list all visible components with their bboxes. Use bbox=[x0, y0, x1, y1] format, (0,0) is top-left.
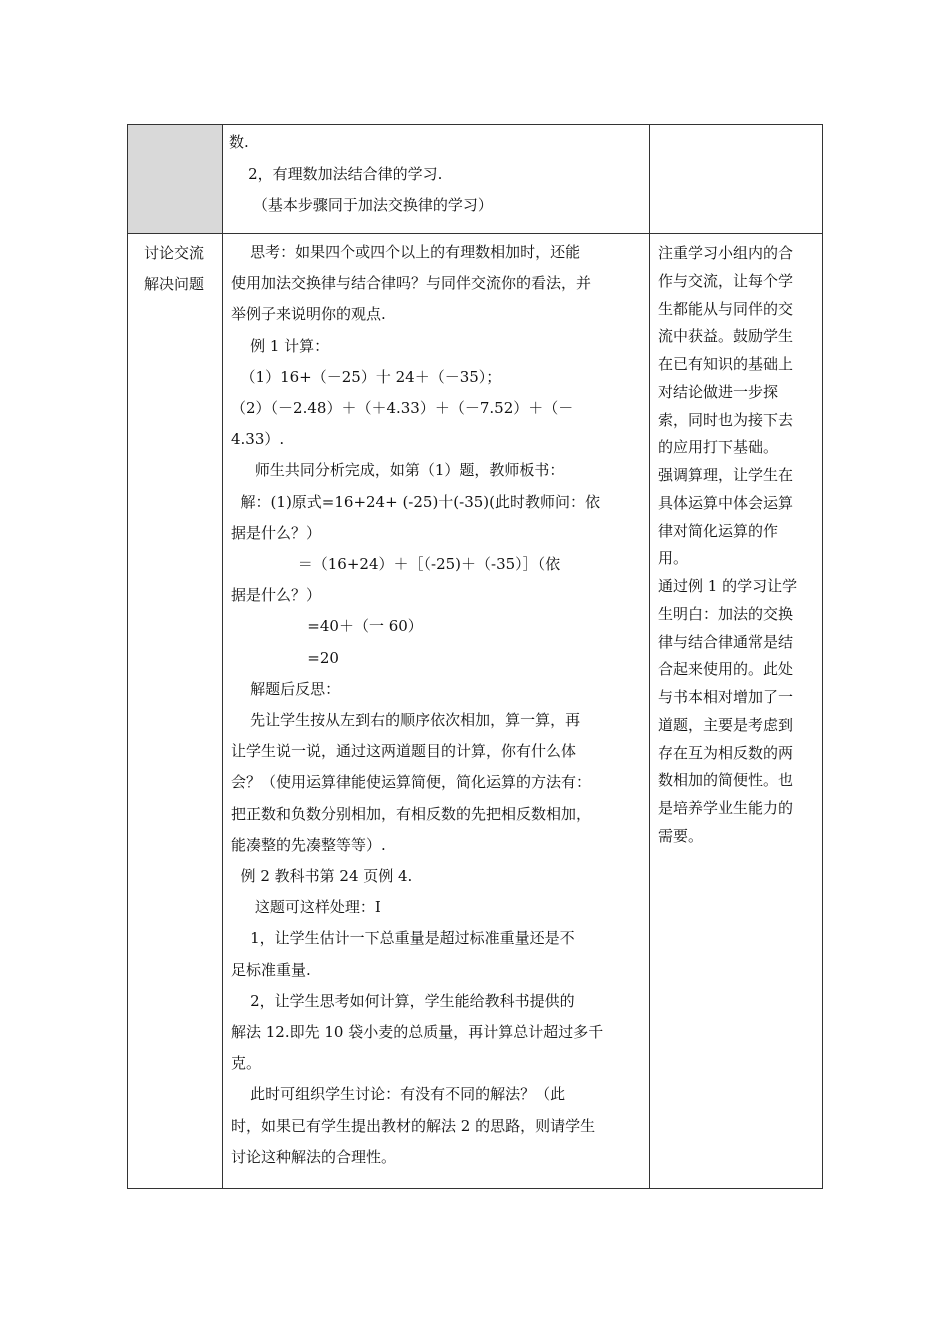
label-line: 讨论交流 bbox=[144, 244, 205, 262]
text-line: 使用加法交换律与结合律吗？与同伴交流你的看法，并 bbox=[231, 274, 592, 293]
note-line: 具体运算中体会运算 bbox=[658, 493, 794, 512]
stage-label-cell bbox=[128, 234, 223, 1189]
text-line: 4.33）. bbox=[231, 430, 285, 449]
text-line: 解：(1)原式=16+24+ (-25)十(-35)(此时教师问：依 bbox=[231, 492, 601, 511]
text-line: 2，让学生思考如何计算，学生能给教科书提供的 bbox=[231, 991, 575, 1010]
label-line: 解决问题 bbox=[144, 275, 205, 294]
activity-cell bbox=[223, 125, 650, 234]
text-line: 解题后反思： bbox=[231, 679, 341, 698]
text-line: 会？（使用运算律能使运算简便，简化运算的方法有： bbox=[231, 773, 592, 792]
text-line: 2，有理数加法结合律的学习. bbox=[229, 164, 443, 183]
activity-text bbox=[223, 125, 649, 224]
text-line: 思考：如果四个或四个以上的有理数相加时，还能 bbox=[231, 243, 581, 261]
text-line: （2）（－2.48）＋（＋4.33）＋（－7.52）＋（－ bbox=[231, 399, 574, 418]
text-line: 1，让学生估计一下总重量是超过标准重量还是不 bbox=[231, 929, 575, 948]
text-line: 此时可组织学生讨论：有没有不同的解法？（此 bbox=[231, 1085, 566, 1104]
note-line: 道题，主要是考虑到 bbox=[658, 715, 794, 734]
table-row bbox=[128, 234, 823, 1189]
text-line: 先让学生按从左到右的顺序依次相加，算一算，再 bbox=[231, 711, 581, 730]
design-note-cell bbox=[650, 234, 823, 1189]
stage-label-cell-empty bbox=[128, 125, 223, 234]
text-line: 解法 12.即先 10 袋小麦的总质量，再计算总计超过多千 bbox=[231, 1023, 604, 1042]
text-line: 举例子来说明你的观点. bbox=[231, 305, 386, 324]
stage-label bbox=[128, 234, 222, 300]
text-line: 数. bbox=[229, 133, 249, 151]
activity-text bbox=[223, 234, 649, 1175]
note-line: 合起来使用的。此处 bbox=[658, 660, 794, 679]
note-line: 强调算理，让学生在 bbox=[658, 466, 794, 484]
note-line: 存在互为相反数的两 bbox=[658, 743, 794, 762]
text-line: 例 1 计算： bbox=[231, 336, 330, 355]
note-line: 生都能从与同伴的交 bbox=[658, 299, 794, 318]
note-line: 生明白：加法的交换 bbox=[658, 604, 794, 623]
note-line: 流中获益。鼓励学生 bbox=[658, 327, 794, 346]
design-note-text bbox=[650, 234, 822, 853]
text-line: 能凑整的先凑整等等）. bbox=[231, 835, 386, 854]
text-line: 时，如果已有学生提出教材的解法 2 的思路，则请学生 bbox=[231, 1116, 596, 1135]
note-line: 用。 bbox=[658, 549, 689, 568]
note-line: 是培养学业生能力的 bbox=[658, 799, 794, 817]
note-line: 的应用打下基础。 bbox=[658, 438, 779, 457]
text-line: 足标准重量. bbox=[231, 960, 311, 979]
note-line: 通过例 1 的学习让学 bbox=[658, 577, 798, 595]
text-line: 据是什么？） bbox=[231, 523, 322, 542]
design-note-cell-empty bbox=[650, 125, 823, 234]
note-line: 对结论做进一步探 bbox=[658, 382, 779, 401]
text-line: 讨论这种解法的合理性。 bbox=[231, 1147, 397, 1166]
note-line: 需要。 bbox=[658, 826, 704, 845]
text-line: 例 2 教科书第 24 页例 4. bbox=[231, 867, 413, 886]
activity-cell bbox=[223, 234, 650, 1189]
table-row bbox=[128, 125, 823, 234]
note-line: 索，同时也为接下去 bbox=[658, 410, 794, 429]
note-line: 律与结合律通常是结 bbox=[658, 632, 794, 651]
text-line: （基本步骤同于加法交换律的学习） bbox=[229, 196, 493, 215]
text-line: ＝（16+24）＋［（-25)＋（-35）］（依 bbox=[231, 555, 561, 574]
note-line: 在已有知识的基础上 bbox=[658, 355, 794, 373]
note-line: 与书本相对增加了一 bbox=[658, 688, 794, 706]
text-line: =40＋（一 60） bbox=[231, 617, 423, 636]
text-line: 据是什么？） bbox=[231, 586, 322, 605]
note-line: 数相加的简便性。也 bbox=[658, 771, 794, 790]
lesson-plan-table bbox=[127, 124, 823, 1189]
text-line: 把正数和负数分别相加，有相反数的先把相反数相加， bbox=[231, 804, 592, 823]
text-line: 师生共同分析完成，如第（1）题，教师板书： bbox=[231, 461, 565, 480]
note-line: 注重学习小组内的合 bbox=[658, 244, 794, 262]
text-line: 克。 bbox=[231, 1054, 262, 1073]
text-line: （1）16+（－25）十 24＋（－35）； bbox=[231, 367, 502, 386]
text-line: =20 bbox=[231, 648, 339, 667]
text-line: 这题可这样处理：I bbox=[231, 898, 381, 917]
note-line: 作与交流，让每个学 bbox=[658, 271, 794, 290]
note-line: 律对简化运算的作 bbox=[658, 521, 779, 540]
text-line: 让学生说一说，通过这两道题目的计算，你有什么体 bbox=[231, 742, 577, 761]
